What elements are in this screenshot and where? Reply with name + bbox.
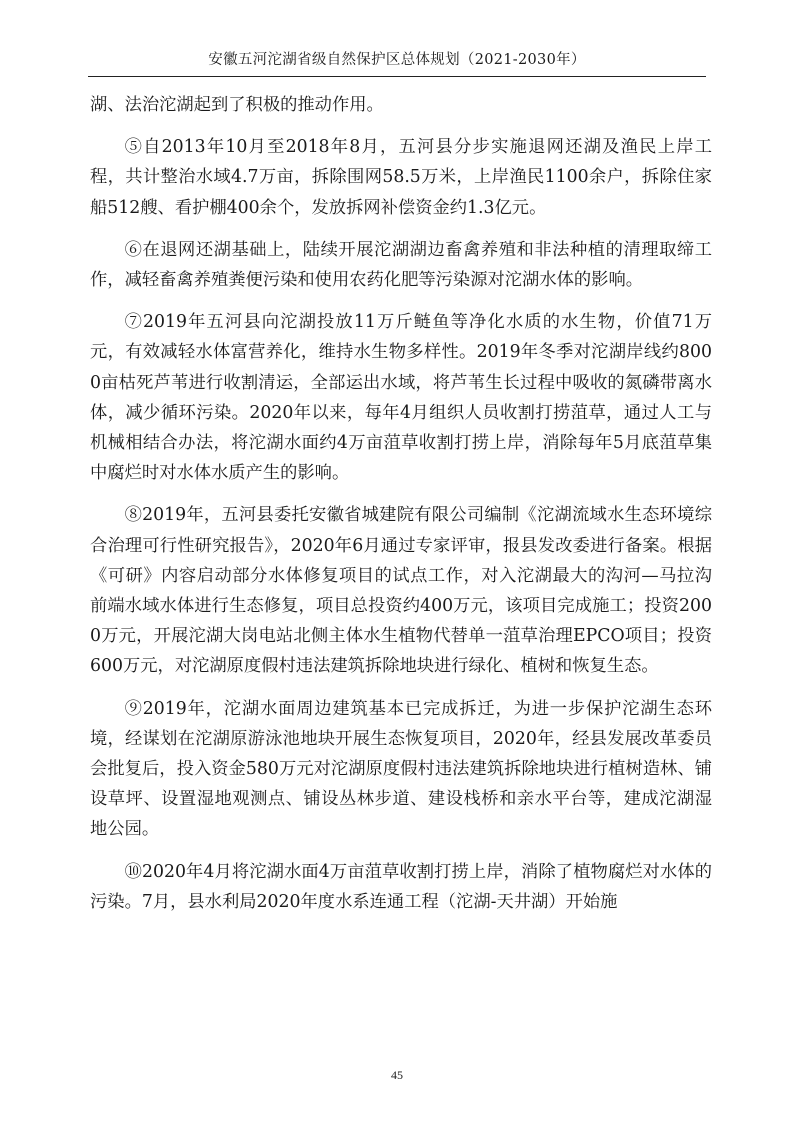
paragraph-item-10: ⑩2020年4月将沱湖水面4万亩菹草收割打捞上岸，消除了植物腐烂对水体的污染。7月，县水利局2020年度水系连通工程（沱湖-天井湖）开始施 bbox=[90, 861, 712, 912]
running-header: 安徽五河沱湖省级自然保护区总体规划（2021-2030年） bbox=[208, 52, 586, 68]
paragraph-item-6: ⑥在退网还湖基础上，陆续开展沱湖湖边畜禽养殖和非法种植的清理取缔工作，减轻畜禽养殖粪便污染和使用农药化肥等污染源对沱湖水体的影响。 bbox=[90, 239, 712, 291]
paragraph-item-5: ⑤自2013年10月至2018年8月，五河县分步实施退网还湖及渔民上岸工程，共计整治水域4.7万亩，拆除围网58.5万米，上岸渔民1100余户，拆除住家船512艘、看护棚400余个，发放拆网补偿资金约1.3亿元。 bbox=[90, 137, 712, 218]
header-divider bbox=[88, 76, 706, 77]
paragraph-item-8: ⑧2019年，五河县委托安徽省城建院有限公司编制《沱湖流域水生态环境综合治理可行性研究报告》，2020年6月通过专家评审，报县发改委进行备案。根据《可研》内容启动部分水体修复项目的试点工作，对入沱湖最大的沟河—马拉沟前端水域水体进行生态修复，项目总投资约400万元，该项目完成施工；投资2000万元，开展沱湖大岗电站北侧主体水生植物代替单一菹草治理EPCO项目；投资600万元，对沱湖原度假村违法建筑拆除地块进行绿化、植树和恢复生态。 bbox=[90, 505, 712, 677]
paragraph-continuation: 湖、法治沱湖起到了积极的推动作用。 bbox=[90, 95, 384, 115]
paragraph-item-9: ⑨2019年，沱湖水面周边建筑基本已完成拆迁，为进一步保护沱湖生态环境，经谋划在沱湖原游泳池地块开展生态恢复项目，2020年，经县发展改革委员会批复后，投入资金580万元对沱湖原度假村违法建筑拆除地块进行植树造林、铺设草坪、设置湿地观测点、铺设丛林步道、建设栈桥和亲水平台等，建成沱湖湿地公园。 bbox=[90, 698, 712, 840]
document-body bbox=[90, 90, 712, 929]
page-number: 45 bbox=[391, 1068, 403, 1082]
paragraph-item-7: ⑦2019年五河县向沱湖投放11万斤鲢鱼等净化水质的水生物，价值71万元，有效减轻水体富营养化，维持水生物多样性。2019年冬季对沱湖岸线约8000亩枯死芦苇进行收割清运，全部运出水域，将芦苇生长过程中吸收的氮磷带离水体，减少循环污染。2020年以来，每年4月组织人员收割打捞菹草，通过人工与机械相结合办法，将沱湖水面约4万亩菹草收割打捞上岸，消除每年5月底菹草集中腐烂时对水体水质产生的影响。 bbox=[90, 312, 712, 484]
